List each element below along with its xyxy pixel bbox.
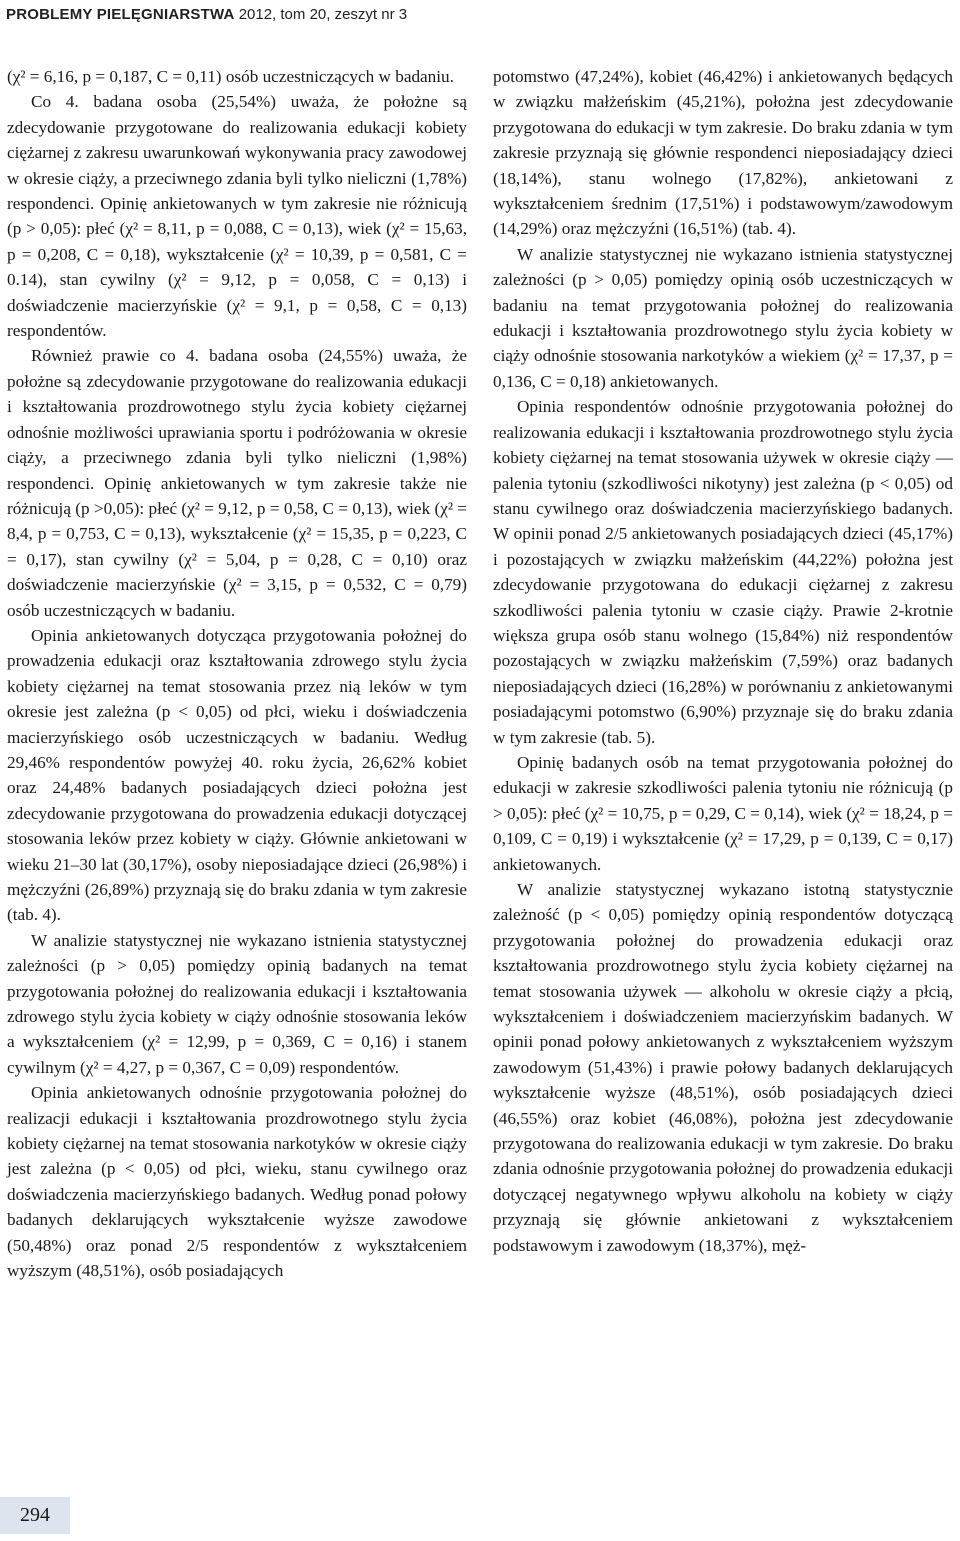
paragraph: potomstwo (47,24%), kobiet (46,42%) i ankietowanych będących w związku małżeńskim (45,21%), położna jest zdecydowanie przygotowana do edukacji w tym zakresie. Do braku zdania w tym zakresie przyznają się głównie respondenci nieposiadający dzieci (18,14%), stanu wolnego (17,82%), ankietowani z wykształceniem średnim (17,51%) i podstawowym/zawodowym (14,29%) oraz mężczyźni (16,51%) (tab. 4).	[493, 67, 953, 239]
journal-title: PROBLEMY PIELĘGNIARSTWA	[6, 6, 235, 23]
paragraph: (χ² = 6,16, p = 0,187, C = 0,11) osób uczestniczących w badaniu.	[7, 67, 454, 86]
page-number	[0, 1497, 70, 1534]
paragraph: Również prawie co 4. badana osoba (24,55%) uważa, że położne są zdecydowanie przygotowane do realizowania edukacji i kształtowania prozdrowotnego stylu życia kobiety ciężarnej odnośnie możliwości uprawiania sportu i podróżowania w okresie ciąży, a przeciwnego zdania byli tylko nieliczni (1,98%) respondenci. Opinię ankietowanych w tym zakresie także nie różnicują (p >0,05): płeć (χ² = 9,12, p = 0,58, C = 0,13), wiek (χ² = 8,4, p = 0,753, C = 0,13), wykształcenie (χ² = 15,35, p = 0,223, C = 0,17), stan cywilny (χ² = 5,04, p = 0,28, C = 0,10) oraz doświadczenie macierzyńskie (χ² = 3,15, p = 0,532, C = 0,79) osób uczestniczących w badaniu.	[7, 346, 467, 620]
paragraph: Opinia ankietowanych odnośnie przygotowania położnej do realizacji edukacji i kształtowania prozdrowotnego stylu życia kobiety ciężarnej na temat stosowania narkotyków w okresie ciąży jest zależna (p < 0,05) od płci, wieku, stanu cywilnego oraz doświadczenia macierzyńskiego badanych. Według ponad połowy badanych deklarujących wykształcenie wyższe zawodowe (50,48%) oraz ponad 2/5 respondentów z wykształceniem wyższym (48,51%), osób posiadających	[7, 1083, 467, 1281]
page-number-label: 294	[20, 1504, 50, 1526]
paragraph: Opinia ankietowanych dotycząca przygotowania położnej do prowadzenia edukacji oraz kształtowania zdrowego stylu życia kobiety ciężarnej na temat stosowania przez nią leków w tym okresie jest zależna (p < 0,05) od płci, wieku i doświadczenia macierzyńskiego osób uczestniczących w badaniu. Według 29,46% respondentów powyżej 40. roku życia, 26,62% kobiet oraz 24,48% badanych posiadających dzieci położna jest zdecydowanie przygotowana do prowadzenia edukacji dotyczącej stosowania leków przez kobiety w ciąży. Głównie ankietowani w wieku 21–30 lat (30,17%), osoby nieposiadające dzieci (26,98%) i mężczyźni (26,89%) przyznają się do braku zdania w tym zakresie (tab. 4).	[7, 625, 467, 925]
paragraph: Opinia respondentów odnośnie przygotowania położnej do realizowania edukacji i kształtowania prozdrowotnego stylu życia kobiety ciężarnej na temat stosowania używek w okresie ciąży — palenia tytoniu (szkodliwości nikotyny) jest zależna (p < 0,05) od stanu cywilnego oraz doświadczenia macierzyńskiego badanych. W opinii ponad 2/5 ankietowanych posiadających dzieci (45,17%) i pozostających w związku małżeńskim (44,22%) położna jest zdecydowanie przygotowana do edukacji ciężarnej z zakresu szkodliwości palenia tytoniu w czasie ciąży. Prawie 2-krotnie większa grupa osób stanu wolnego (15,84%) niż respondentów pozostających w związku małżeńskim (7,59%) oraz badanych nieposiadających dzieci (16,28%) w porównaniu z ankietowanymi posiadającymi potomstwo (6,90%) przyznaje się do braku zdania w tym zakresie (tab. 5).	[493, 397, 953, 747]
paragraph: Co 4. badana osoba (25,54%) uważa, że położne są zdecydowanie przygotowane do realizowania edukacji kobiety ciężarnej z zakresu uwarunkowań wykonywania pracy zawodowej w okresie ciąży, a przeciwnego zdania byli tylko nieliczni (1,78%) respondenci. Opinię ankietowanych w tym zakresie nie różnicują (p > 0,05): płeć (χ² = 8,11, p = 0,088, C = 0,13), wiek (χ² = 15,63, p = 0,208, C = 0,18), wykształcenie (χ² = 10,39, p = 0,581, C = 0.14), stan cywilny (χ² = 9,12, p = 0,058, C = 0,13) i doświadczenie macierzyńskie (χ² = 9,1, p = 0,58, C = 0,13) respondentów.	[7, 92, 467, 341]
right-column	[493, 64, 953, 1258]
paragraph: W analizie statystycznej wykazano istotną statystycznie zależność (p < 0,05) pomiędzy opinią respondentów dotyczącą przygotowania położnej do prowadzenia edukacji oraz kształtowania prozdrowotnego stylu życia kobiety ciężarnej na temat stosowania używek — alkoholu w okresie ciąży a płcią, wykształceniem i doświadczeniem macierzyńskim badanych. W opinii ponad połowy ankietowanych z wykształceniem wyższym zawodowym (51,43%) i prawie połowy badanych deklarujących wykształcenie wyższe (48,51%), osób posiadających dzieci (46,55%) oraz kobiet (46,08%), położna jest zdecydowanie przygotowana do realizowania edukacji w tym zakresie. Do braku zdania odnośnie przygotowania położnej do prowadzenia edukacji dotyczącej negatywnego wpływu alkoholu na kobiety w ciąży przyznają się głównie ankietowani z wykształceniem podstawowym i zawodowym (18,37%), męż-	[493, 880, 953, 1255]
running-header	[6, 6, 407, 23]
paragraph: W analizie statystycznej nie wykazano istnienia statystycznej zależności (p > 0,05) pomiędzy opinią osób uczestniczących w badaniu na temat przygotowania położnej do realizowania edukacji i kształtowania prozdrowotnego stylu życia kobiety w ciąży odnośnie stosowania narkotyków a wiekiem (χ² = 17,37, p = 0,136, C = 0,18) ankietowanych.	[493, 244, 953, 391]
left-column	[7, 64, 467, 1284]
paragraph: W analizie statystycznej nie wykazano istnienia statystycznej zależności (p > 0,05) pomiędzy opinią badanych na temat przygotowania położnej do realizowania edukacji i kształtowania zdrowego stylu życia kobiety w ciąży odnośnie stosowania leków a wykształceniem (χ² = 12,99, p = 0,369, C = 0,16) i stanem cywilnym (χ² = 4,27, p = 0,367, C = 0,09) respondentów.	[7, 930, 467, 1077]
paragraph: Opinię badanych osób na temat przygotowania położnej do edukacji w zakresie szkodliwości palenia tytoniu nie różnicują (p > 0,05): płeć (χ² = 10,75, p = 0,29, C = 0,14), wiek (χ² = 18,24, p = 0,109, C = 0,19) i wykształcenie (χ² = 17,29, p = 0,139, C = 0,17) ankietowanych.	[493, 752, 953, 874]
journal-issue: 2012, tom 20, zeszyt nr 3	[238, 6, 408, 23]
